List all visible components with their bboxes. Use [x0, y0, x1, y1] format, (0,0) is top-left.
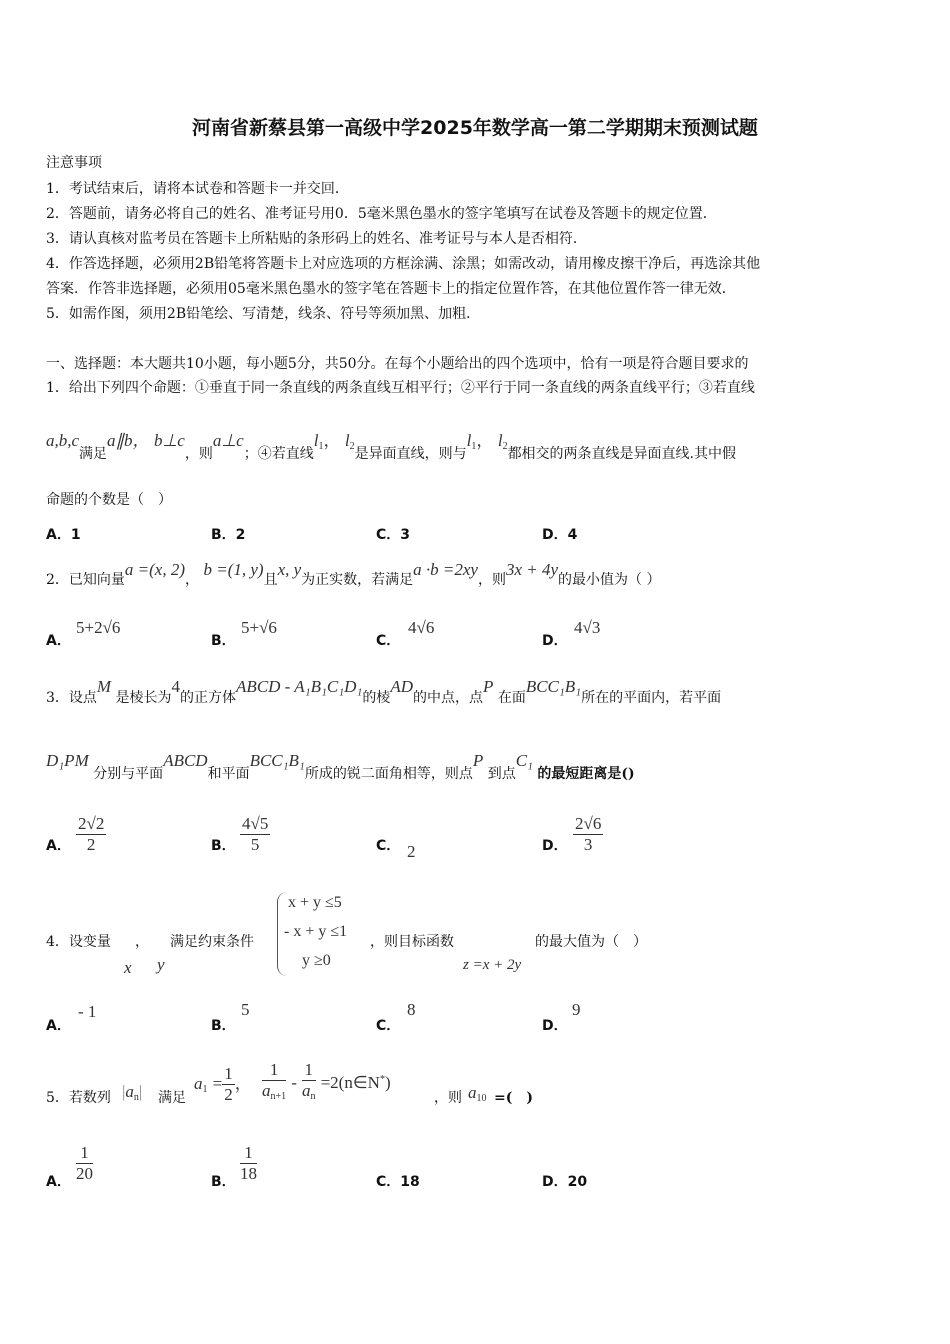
math-expr: BCC₁B₁ [249, 751, 305, 770]
constraint-3: y ≥0 [302, 952, 331, 969]
math-expr: b⊥c [154, 431, 185, 450]
constraint-2: - x + y ≤1 [284, 923, 348, 940]
notice-item: 1．考试结束后，请将本试卷和答题卡一并交回． [46, 181, 349, 197]
section-heading: 一、选择题：本大题共10小题，每小题5分，共50分。在每个小题给出的四个选项中，恰有一项是符合题目要求的 [46, 356, 749, 372]
math-sub: n+1 [270, 1091, 287, 1102]
math-expr: ABCD - A₁B₁C₁D₁ [236, 677, 363, 696]
sequence-symbol: $|a_n|$ [122, 1082, 143, 1103]
q3-text: 在面 [497, 690, 526, 706]
question-4-text-4: 的最大值为（ ） [535, 934, 647, 950]
math-expr: a [468, 1083, 477, 1102]
option-a[interactable]: A． [46, 1174, 71, 1190]
math-sub: 1 [471, 441, 477, 452]
math-expr: a [125, 1082, 134, 1101]
frac-num: 1 [262, 1060, 286, 1081]
frac-num: 1 [224, 1064, 233, 1083]
math-expr: a ·b =2xy [413, 560, 478, 579]
objective-function: z =x + 2y [463, 957, 522, 973]
frac-num: 4√5 [242, 814, 269, 833]
question-3-line-2 [46, 751, 635, 782]
option-d[interactable]: D． [542, 838, 568, 854]
question-4-text-3: ，则目标函数 [370, 934, 454, 950]
math-expr: l [344, 431, 350, 450]
frac-den: 3 [583, 835, 593, 854]
q2-text: 2．已知向量 [46, 572, 125, 588]
q3-text: 的中点，点 [412, 690, 483, 706]
math-sub: 10 [476, 1093, 487, 1104]
math-expr: ABCD [163, 751, 208, 770]
frac-num: 1 [302, 1060, 316, 1081]
frac-num: 2√2 [78, 814, 105, 833]
option-c[interactable]: C． [376, 838, 401, 854]
math-expr: C₁ [515, 751, 533, 770]
math-expr: 3x + 4y [505, 560, 559, 579]
option-b-value: 5 [241, 1000, 250, 1019]
math-sep: ， [234, 1074, 252, 1093]
math-sep: ， [476, 431, 494, 450]
constraint-1: x + y ≤5 [288, 894, 342, 911]
q3-text: 所成的锐二面角相等，则点 [304, 766, 473, 782]
math-expr: P [472, 751, 484, 770]
math-expr: ) [384, 1073, 391, 1092]
notice-item: 4．作答选择题，必须用2B铅笔将答题卡上对应选项的方框涂满、涂黑；如需改动，请用橡皮擦干净后，再选涂其他 [46, 256, 761, 272]
q2-text: ， [185, 572, 200, 588]
option-a[interactable]: A．1 [46, 527, 81, 543]
q3-text: 的正方体 [180, 690, 237, 706]
math-expr: b =(1, y) [203, 560, 264, 579]
option-b-value [240, 814, 270, 855]
math-expr: l [497, 431, 503, 450]
option-b[interactable]: B． [211, 1018, 236, 1034]
math-sub: 2 [502, 441, 508, 452]
option-d-value: 4√3 [574, 618, 601, 637]
math-expr: D₁PM [46, 751, 89, 770]
q2-text: 的最小值为（ ） [558, 572, 661, 588]
question-5-text-1: 5．若数列 [46, 1090, 111, 1106]
option-d[interactable]: D．4 [542, 527, 578, 543]
q3-text: 是棱长为 [115, 690, 172, 706]
q3-text: 的棱 [362, 690, 391, 706]
frac-den: 2 [86, 835, 96, 854]
question-3-line-1 [46, 677, 722, 706]
option-a-value: - 1 [78, 1002, 97, 1021]
math-sub: n [133, 1092, 139, 1103]
page-title: 河南省新蔡县第一高级中学2025年数学高一第二学期期末预测试题 [192, 117, 758, 139]
q2-text: 为正实数，若满足 [301, 572, 414, 588]
initial-term [194, 1064, 252, 1105]
math-sep: - [291, 1073, 297, 1092]
math-expr: a =(x, 2) [124, 560, 186, 579]
option-d[interactable]: D． [542, 1018, 568, 1034]
math-expr: a [194, 1074, 203, 1093]
q3-text: 所在的平面内，若平面 [581, 690, 722, 706]
option-a-value: 5+2√6 [76, 618, 121, 637]
q1-text: ；④若直线 [243, 446, 314, 462]
frac-den: 2 [224, 1085, 233, 1104]
question-2 [46, 560, 661, 588]
math-expr: 4 [171, 677, 181, 696]
target-term [468, 1083, 487, 1104]
math-sep: = [212, 1074, 223, 1093]
option-c-value: 2 [407, 842, 416, 861]
math-sep: ， [323, 431, 341, 450]
question-4-text-2: 满足约束条件 [170, 934, 254, 950]
notice-item: 3．请认真核对监考员在答题卡上所粘贴的条形码上的姓名、准考证号与本人是否相符． [46, 231, 587, 247]
math-expr: a∥b， [107, 431, 150, 450]
math-expr: =2(n∈N [320, 1073, 380, 1092]
math-vars: a,b,c [46, 431, 80, 450]
math-expr: a⊥c [212, 431, 244, 450]
option-b[interactable]: B． [211, 633, 236, 649]
constraint-system [277, 892, 368, 976]
math-expr: P [482, 677, 494, 696]
option-d[interactable]: D．20 [542, 1174, 588, 1190]
option-d-value [573, 814, 603, 855]
option-b[interactable]: B．2 [211, 527, 246, 543]
option-d-value: 9 [572, 1000, 581, 1019]
frac-den: 18 [240, 1164, 257, 1183]
math-sup: * [379, 1074, 385, 1085]
option-b[interactable]: B． [211, 1174, 236, 1190]
math-sub: 2 [349, 441, 355, 452]
math-expr: x, y [277, 560, 302, 579]
q1-text: 是异面直线，则与 [354, 446, 467, 462]
option-a[interactable]: A． [46, 838, 71, 854]
option-a-value [76, 1143, 93, 1184]
question-5-text-2: 满足 [158, 1090, 186, 1106]
var-y: y [157, 955, 165, 974]
math-sub: 1 [202, 1084, 208, 1095]
math-sub: 1 [318, 441, 324, 452]
question-4-sep: ， [135, 934, 149, 950]
option-b[interactable]: B． [211, 838, 236, 854]
frac-den: 20 [76, 1164, 93, 1183]
option-b-value [240, 1143, 257, 1184]
q3-text: 分别与平面 [93, 766, 164, 782]
math-expr: AD [390, 677, 413, 696]
math-sub: n [310, 1091, 316, 1102]
question-4-text-1: 4．设变量 [46, 934, 111, 950]
option-a[interactable]: A． [46, 633, 71, 649]
frac-den: 5 [250, 835, 260, 854]
question-1-line-2 [46, 426, 737, 462]
notice-item: 答案．作答非选择题，必须用05毫米黑色墨水的签字笔在答题卡上的指定位置作答，在其他位置作答一律无效． [46, 281, 736, 297]
q1-text: ，则 [184, 446, 213, 462]
recurrence-relation [262, 1060, 391, 1107]
math-expr: a [302, 1081, 311, 1100]
option-c-value: 4√6 [408, 618, 435, 637]
frac-num: 1 [76, 1143, 93, 1164]
option-b-value: 5+√6 [241, 618, 277, 637]
q3-text: 和平面 [207, 766, 250, 782]
question-1-line-1: 1．给出下列四个命题：①垂直于同一条直线的两条直线互相平行；②平行于同一条直线的两条直线平行；③若直线 [46, 380, 755, 396]
option-c[interactable]: C． [376, 1018, 401, 1034]
frac-num: 2√6 [575, 814, 602, 833]
q3-text: 到点 [487, 766, 516, 782]
math-expr: l [313, 431, 319, 450]
q1-text: 满足 [79, 446, 108, 462]
q2-text: 且 [263, 572, 278, 588]
q1-text: 都相交的两条直线是异面直线.其中假 [507, 446, 737, 462]
notice-heading: 注意事项 [46, 155, 102, 171]
var-x: x [124, 958, 132, 977]
q3-text: 的最短距离是() [537, 766, 635, 782]
question-1-line-3: 命题的个数是（ ） [46, 492, 172, 508]
math-expr: BCC₁B₁ [525, 677, 582, 696]
option-d[interactable]: D． [542, 633, 568, 649]
question-5-text-4: =( ) [494, 1090, 533, 1106]
option-a-value [76, 814, 106, 855]
option-c[interactable]: C．3 [376, 527, 411, 543]
math-expr: l [466, 431, 472, 450]
frac-num: 1 [240, 1143, 257, 1164]
math-expr: a [262, 1081, 271, 1100]
notice-item: 5．如需作图，须用2B铅笔绘、写清楚，线条、符号等须加黑、加粗． [46, 306, 481, 322]
option-a[interactable]: A． [46, 1018, 71, 1034]
question-5-text-3: ，则 [434, 1090, 462, 1106]
q3-text: 3．设点 [46, 690, 97, 706]
q2-text: ，则 [477, 572, 506, 588]
option-c[interactable]: C．18 [376, 1174, 420, 1190]
notice-item: 2．答题前，请务必将自己的姓名、准考证号用0．5毫米黑色墨水的签字笔填写在试卷及答题卡的规定位置． [46, 206, 717, 222]
option-c[interactable]: C． [376, 633, 401, 649]
math-expr: M [96, 677, 112, 696]
option-c-value: 8 [407, 1000, 416, 1019]
